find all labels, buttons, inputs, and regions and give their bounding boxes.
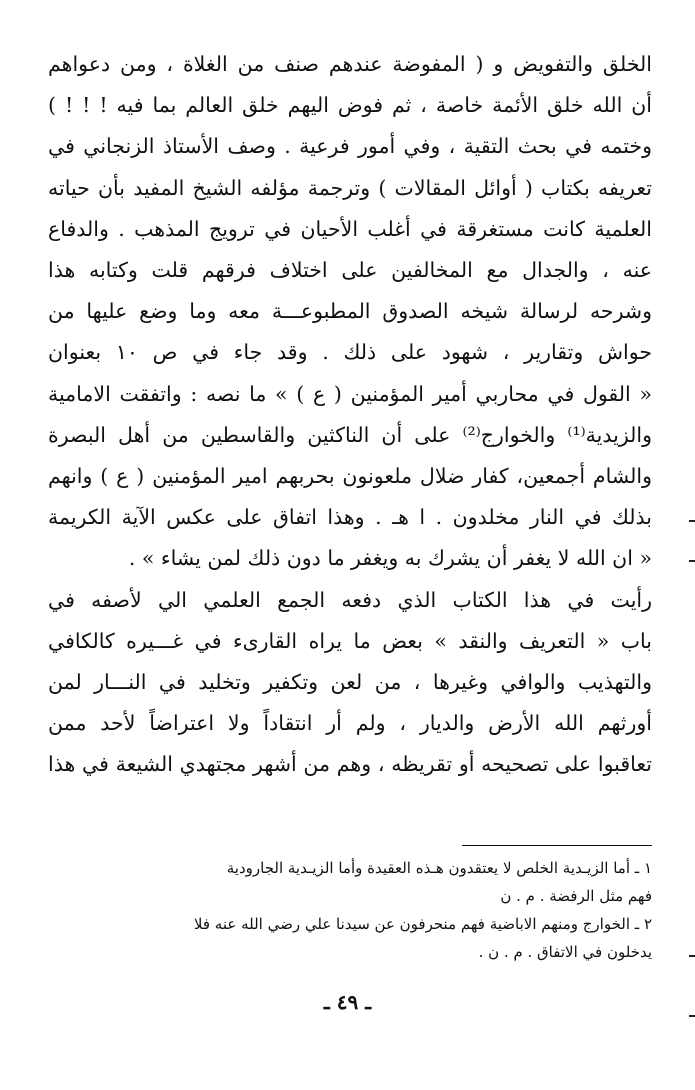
text-line: تعريفه بكتاب ( أوائل المقالات ) وترجمة مؤلفه الشيخ المفيد بأن حياته xyxy=(48,175,652,200)
paragraph-2 xyxy=(48,580,652,786)
text-line: أورثهم الله الأرض والديار ، ولم أر انتقاداً ولا اعتراضاً لأحد ممن xyxy=(48,711,652,736)
text-line: والتهذيب والوافي وغيرها ، من لعن وتكفير وتخليد في النـــار لمن xyxy=(48,670,652,695)
text-line: رأيت في هذا الكتاب الذي دفعه الجمع العلمي الي لأصفه في xyxy=(48,587,652,612)
text-line: العلمية كانت مستغرقة في أغلب الأحيان في ترويج المذهب . والدفاع xyxy=(48,216,652,241)
page-number: ـ ٤٩ ـ xyxy=(323,990,372,1014)
footnote-line: يدخلون في الاتفاق . م . ن . xyxy=(478,943,652,961)
text-line: « ان الله لا يغفر أن يشرك به ويغفر ما دون ذلك لمن يشاء » . xyxy=(128,546,652,571)
footnotes xyxy=(48,845,652,966)
text-line: باب « التعريف والنقد » بعض ما يراه القارىء في غـــيره كالكافي xyxy=(48,628,652,653)
text-line: والزيدية⁽¹⁾ والخوارج⁽²⁾ على أن الناكثين والقاسطين من أهل البصرة xyxy=(48,422,652,447)
text-line: بذلك في النار مخلدون . ا هـ . وهذا اتفاق على عكس الآية الكريمة xyxy=(48,505,652,530)
footnote-line: ٢ ـ الخوارج ومنهم الاباضية فهم منحرفون عن سيدنا علي رضي الله عنه فلا xyxy=(193,915,652,933)
scan-edge-mark xyxy=(689,520,695,522)
text-line: الخلق والتفويض و ( المفوضة عندهم صنف من الغلاة ، ومن دعواهم xyxy=(48,52,652,76)
text-line: « القول في محاربي أمير المؤمنين ( ع ) » ما نصه : واتفقت الامامية xyxy=(48,381,652,406)
text-line: وختمه في بحث التقية ، وفي أمور فرعية . وصف الأستاذ الزنجاني في xyxy=(48,134,652,159)
scan-edge-mark xyxy=(689,1015,695,1017)
text-line: والشام أجمعين، كفار ضلال ملعونون بحربهم امير المؤمنين ( ع ) وانهم xyxy=(48,464,652,489)
text-line: عنه ، والجدال مع المخالفين على اختلاف فرقهم قلت وكتابه هذا xyxy=(48,258,652,283)
scan-edge-mark xyxy=(689,955,695,957)
page-body xyxy=(48,44,652,786)
scan-edge-mark xyxy=(689,560,695,562)
text-line: حواش وتقارير ، شهود على ذلك . وقد جاء في ص ١٠ بعنوان xyxy=(48,340,652,365)
text-line: أن الله خلق الأئمة خاصة ، ثم فوض اليهم خلق العالم بما فيه ! ! ! ) xyxy=(48,93,652,118)
text-line: وشرحه لرسالة شيخه الصدوق المطبوعـــة معه وما وضع عليها من xyxy=(48,299,652,324)
text-line: تعاقبوا على تصحيحه أو تقريظه ، وهم من أشهر مجتهدي الشيعة في هذا xyxy=(48,752,652,777)
footnote-divider xyxy=(462,845,652,846)
paragraph-1 xyxy=(48,44,652,580)
footnote-line: ١ ـ أما الزيـدية الخلص لا يعتقدون هـذه العقيدة وأما الزيـدية الجارودية xyxy=(226,859,652,877)
footnote-line: فهم مثل الرفضة . م . ن xyxy=(500,887,652,905)
